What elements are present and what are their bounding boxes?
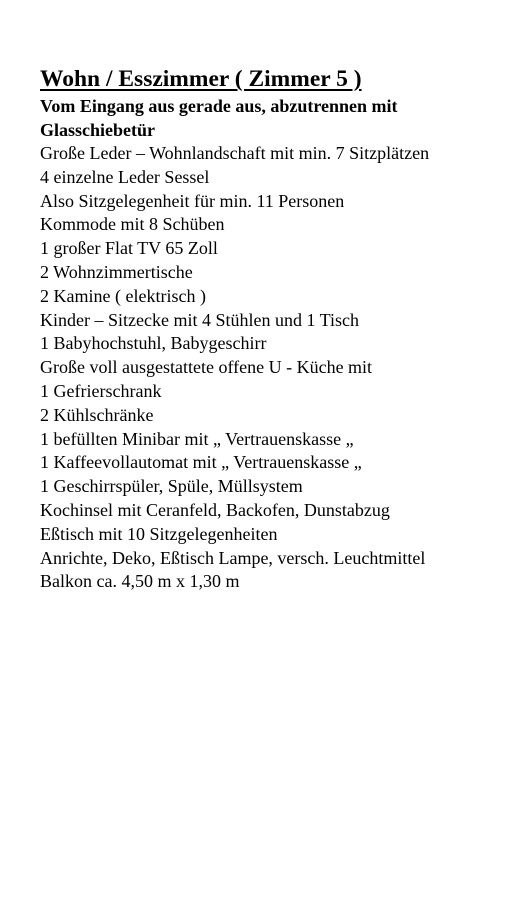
list-item: 2 Kühlschränke [40, 404, 154, 425]
list-item: Kochinsel mit Ceranfeld, Backofen, Dunstabzug [40, 499, 390, 520]
list-item: 2 Wohnzimmertische [40, 261, 193, 282]
list-item: Kinder – Sitzecke mit 4 Stühlen und 1 Tisch [40, 309, 359, 330]
list-item: Also Sitzgelegenheit für min. 11 Personen [40, 190, 345, 211]
list-item: 1 Babyhochstuhl, Babygeschirr [40, 333, 267, 354]
list-item: 1 großer Flat TV 65 Zoll [40, 238, 218, 259]
list-item: 1 befüllten Minibar mit „ Vertrauenskasse „ [40, 428, 354, 449]
list-item: 1 Gefrierschrank [40, 380, 162, 401]
list-item: Balkon ca. 4,50 m x 1,30 m [40, 571, 240, 592]
document-title: Wohn / Esszimmer ( Zimmer 5 ) [40, 66, 362, 92]
list-item: 4 einzelne Leder Sessel [40, 166, 210, 187]
list-item: Anrichte, Deko, Eßtisch Lampe, versch. Leuchtmittel [40, 547, 426, 568]
list-item: Große Leder – Wohnlandschaft mit min. 7 Sitzplätzen [40, 143, 430, 163]
inventory-list [40, 142, 495, 594]
list-item: Große voll ausgestattete offene U - Küche mit [40, 357, 373, 378]
document-subtitle: Vom Eingang aus gerade aus, abzutrennen mit Glasschiebetür [40, 96, 398, 140]
list-item: 1 Geschirrspüler, Spüle, Müllsystem [40, 476, 303, 497]
document-page [40, 64, 495, 594]
list-item: 2 Kamine ( elektrisch ) [40, 285, 206, 306]
list-item: Eßtisch mit 10 Sitzgelegenheiten [40, 523, 278, 544]
list-item: 1 Kaffeevollautomat mit „ Vertrauenskasse „ [40, 452, 362, 473]
list-item: Kommode mit 8 Schüben [40, 214, 225, 235]
